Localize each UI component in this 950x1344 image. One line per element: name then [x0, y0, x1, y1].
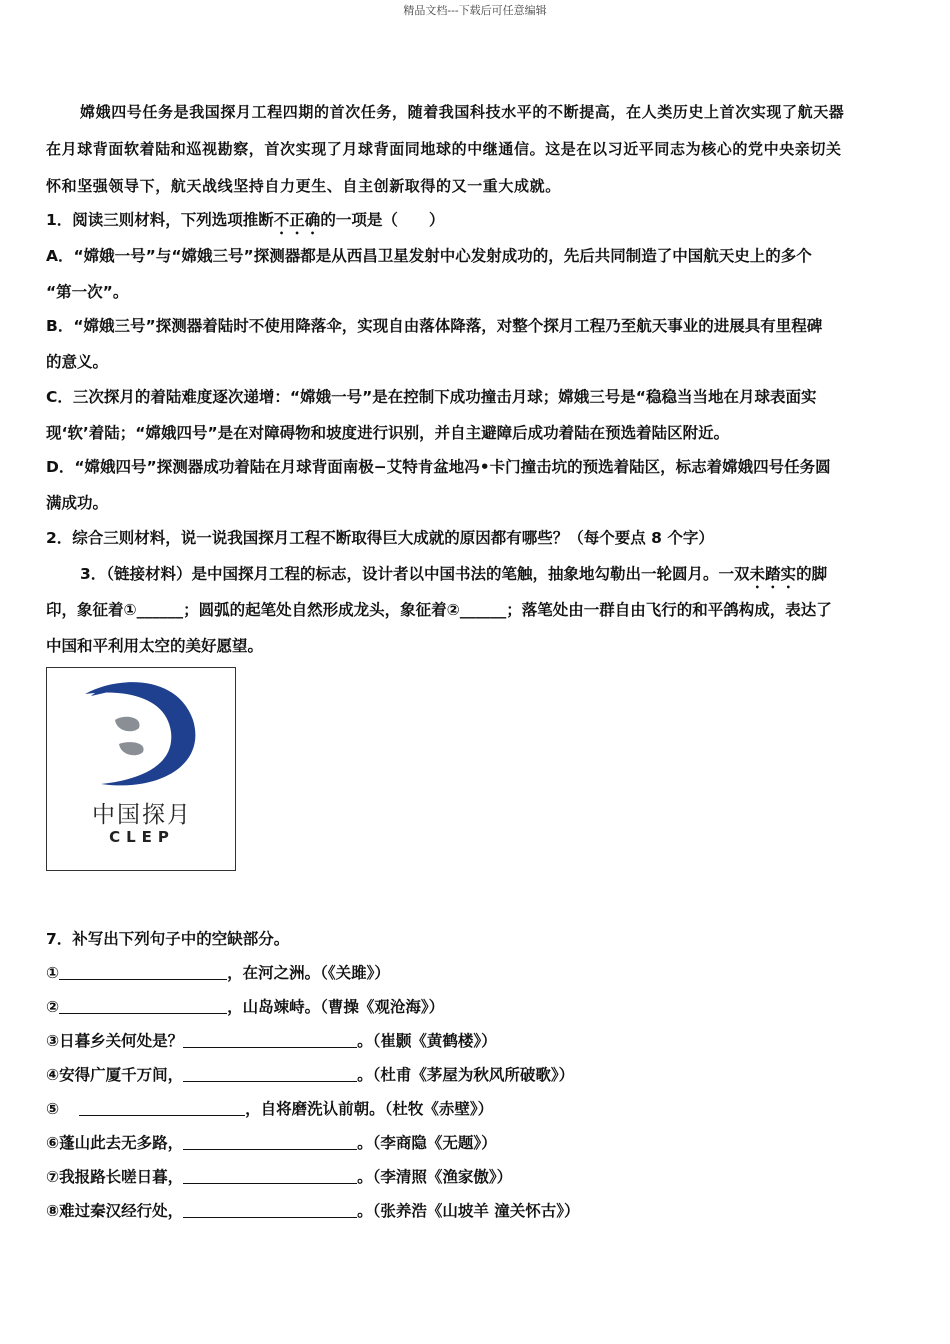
- item-pre-text: 难过秦汉经行处，: [59, 1202, 184, 1220]
- question-3-line-1-before: 3．（链接材料）是中国探月工程的标志，设计者以中国书法的笔触，抽象地勾勒出一轮圆月。一双: [80, 565, 750, 583]
- question-2: 2．综合三则材料，说一说我国探月工程不断取得巨大成就的原因都有哪些？（每个要点 8 个字）: [46, 529, 714, 547]
- fill-in-item-5: [46, 1091, 906, 1127]
- logo-english-text: CLEP: [109, 828, 175, 846]
- fill-in-item-8: [46, 1193, 906, 1229]
- clep-moon-logo-icon: [47, 668, 237, 798]
- answer-blank[interactable]: [183, 1167, 357, 1184]
- page-header: 精品文档---下载后可任意编辑: [403, 4, 547, 17]
- question-3-line-2: 印，象征着①______；圆弧的起笔处自然形成龙头，象征着②______；落笔处由一群自由飞行的和平鸽构成，表达了: [46, 601, 832, 619]
- option-b-line-2: 的意义。: [46, 353, 109, 371]
- question-7-title: 7．补写出下列句子中的空缺部分。: [46, 930, 290, 948]
- fill-in-item-6: [46, 1125, 906, 1161]
- logo-chinese-text: 中国探月: [92, 802, 192, 828]
- option-c-line-1: C．三次探月的着陆难度逐次递增：“嫦娥一号”是在控制下成功撞击月球；嫦娥三号是“稳稳当当地在月球表面实: [46, 388, 817, 406]
- item-post-text: ，山岛竦峙。（曹操《观沧海》）: [227, 998, 445, 1016]
- item-post-text: ，自将磨洗认前朝。（杜牧《赤壁》）: [245, 1100, 494, 1118]
- question-1-stem-emphasis: 不正确: [273, 211, 321, 229]
- item-number: ①: [46, 964, 60, 982]
- item-pre-text: 我报路长嗟日暮，: [59, 1168, 184, 1186]
- option-c-line-2: 现‘软’着陆；“嫦娥四号”是在对障碍物和坡度进行识别，并自主避障后成功着陆在预选着陆区附近。: [46, 424, 730, 442]
- item-number: ⑤: [46, 1100, 60, 1118]
- answer-blank[interactable]: [183, 1065, 357, 1082]
- question-1-stem-before: 1．阅读三则材料，下列选项推断: [46, 211, 274, 229]
- answer-blank[interactable]: [183, 1133, 357, 1150]
- question-1-stem: [46, 202, 906, 238]
- material-line-3: 怀和坚强领导下，航天战线坚持自力更生、自主创新取得的又一重大成就。: [46, 177, 561, 195]
- option-a-line-2: “第一次”。: [46, 283, 129, 301]
- item-pre-text: 安得广厦千万间，: [59, 1066, 184, 1084]
- item-number: ②: [46, 998, 60, 1016]
- fill-in-item-4: [46, 1057, 906, 1093]
- fill-in-item-7: [46, 1159, 906, 1195]
- item-pre-text: 蓬山此去无多路，: [59, 1134, 184, 1152]
- item-post-text: 。（崔颢《黄鹤楼》）: [357, 1032, 497, 1050]
- item-number: ⑧: [46, 1202, 60, 1220]
- question-3-line-1-after: 的脚: [796, 565, 828, 583]
- item-post-text: 。（李清照《渔家傲》）: [357, 1168, 513, 1186]
- answer-blank[interactable]: [183, 1031, 357, 1048]
- fill-in-item-2: [46, 989, 906, 1025]
- question-3-line-3: 中国和平利用太空的美好愿望。: [46, 637, 264, 655]
- question-3-line-1-emphasis: 未踏实: [749, 565, 797, 583]
- item-post-text: 。（李商隐《无题》）: [357, 1134, 497, 1152]
- material-line-1: 嫦娥四号任务是我国探月工程四期的首次任务，随着我国科技水平的不断提高，在人类历史上首次实现了航天器: [80, 103, 845, 121]
- item-post-text: ，在河之洲。（《关雎》）: [227, 964, 390, 982]
- item-post-text: 。（杜甫《茅屋为秋风所破歌》）: [357, 1066, 575, 1084]
- question-3-line-1: [80, 556, 940, 592]
- option-a-line-1: A．“嫦娥一号”与“嫦娥三号”探测器都是从西昌卫星发射中心发射成功的，先后共同制造了中国航天史上的多个: [46, 247, 812, 265]
- answer-blank[interactable]: [79, 1099, 245, 1116]
- material-line-2: 在月球背面软着陆和巡视勘察，首次实现了月球背面同地球的中继通信。这是在以习近平同志为核心的党中央亲切关: [46, 140, 842, 158]
- answer-blank[interactable]: [59, 997, 227, 1014]
- item-number: ⑦: [46, 1168, 60, 1186]
- option-d-line-1: D．“嫦娥四号”探测器成功着陆在月球背面南极−艾特肯盆地冯•卡门撞击坑的预选着陆区，标志着嫦娥四号任务圆: [46, 458, 831, 476]
- answer-blank[interactable]: [183, 1201, 357, 1218]
- fill-in-item-3: [46, 1023, 906, 1059]
- answer-blank[interactable]: [59, 963, 227, 980]
- item-pre-text: 日暮乡关何处是？: [59, 1032, 184, 1050]
- clep-logo-frame: [46, 667, 236, 871]
- fill-in-item-1: [46, 955, 906, 991]
- item-number: ③: [46, 1032, 60, 1050]
- option-d-line-2: 满成功。: [46, 494, 109, 512]
- item-post-text: 。（张养浩《山坡羊 潼关怀古》）: [357, 1202, 580, 1220]
- question-1-stem-after: 的一项是（ ）: [320, 211, 445, 229]
- item-number: ⑥: [46, 1134, 60, 1152]
- item-number: ④: [46, 1066, 60, 1084]
- option-b-line-1: B．“嫦娥三号”探测器着陆时不使用降落伞，实现自由落体降落，对整个探月工程乃至航天事业的进展具有里程碑: [46, 317, 823, 335]
